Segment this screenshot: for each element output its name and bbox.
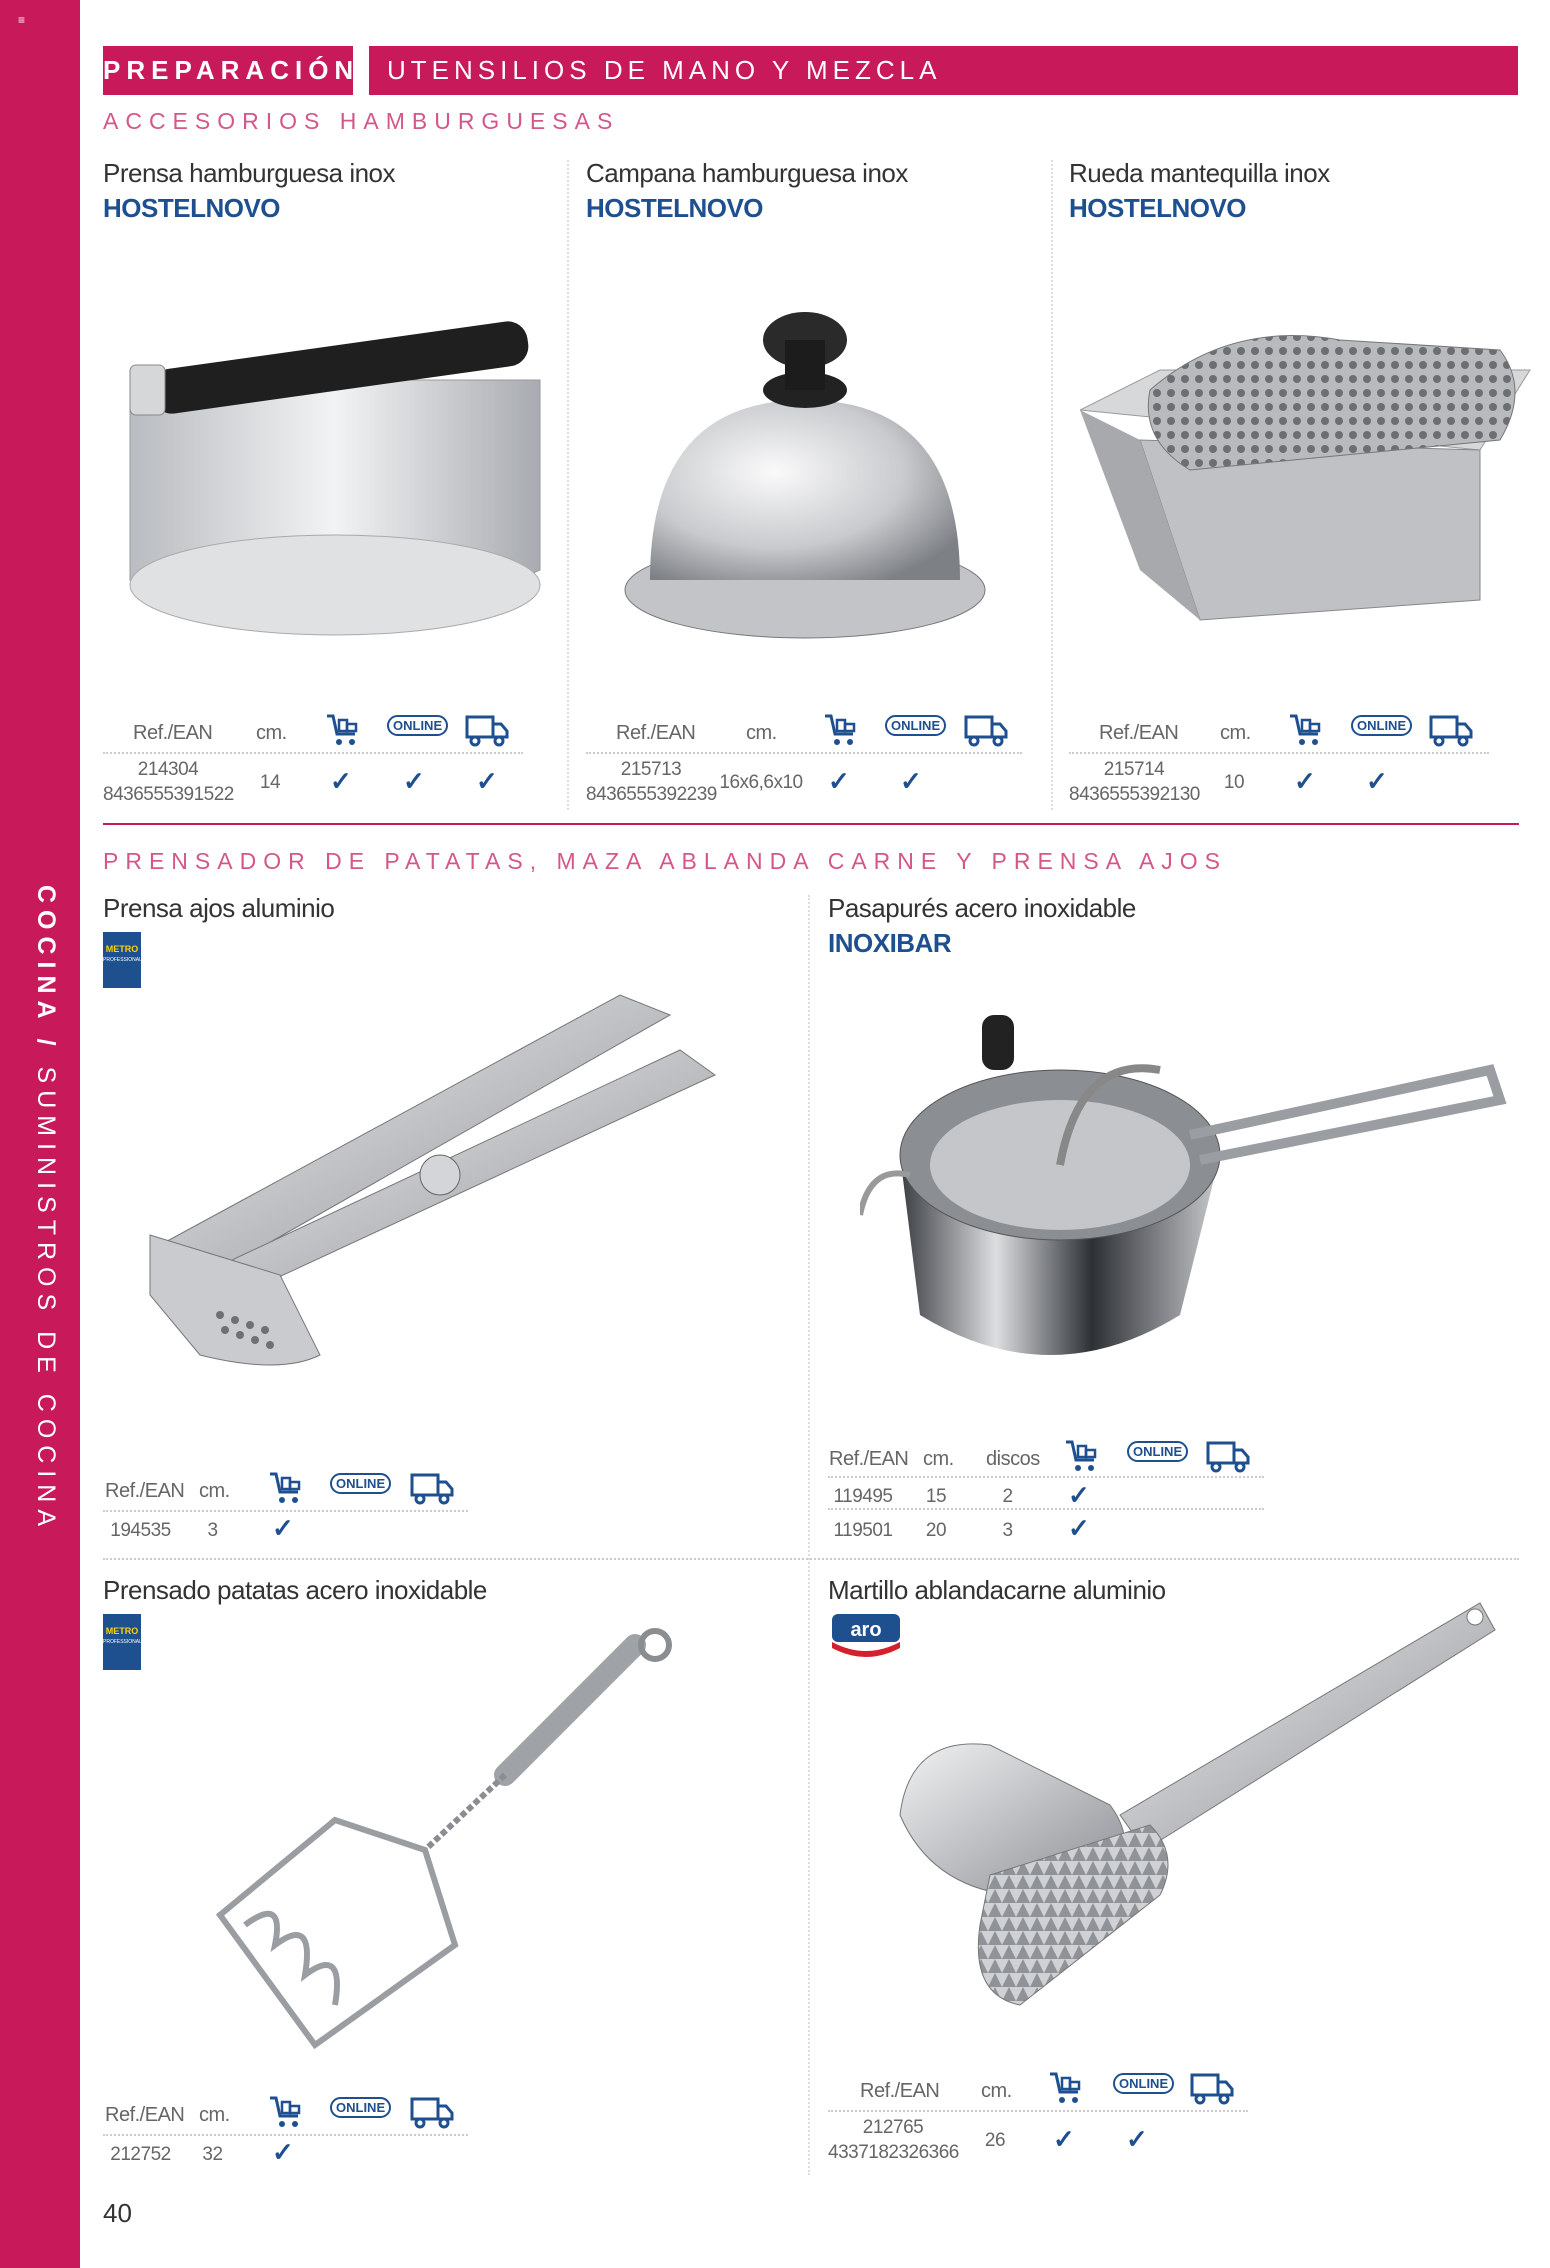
product-name: Martillo ablandacarne aluminio <box>828 1575 1166 1605</box>
cart-icon <box>1288 712 1324 748</box>
product-name: Rueda mantequilla inox <box>1069 158 1330 188</box>
col-header-cm: cm. <box>256 722 287 744</box>
table-divider <box>586 752 1022 754</box>
table-cell-cm: 3 <box>207 1520 218 1541</box>
col-header-discos: discos <box>986 1448 1040 1470</box>
product-name: Pasapurés acero inoxidable <box>828 893 1136 923</box>
online-icon: ONLINE <box>387 717 448 735</box>
check-icon: ✓ <box>1366 766 1388 796</box>
sidebar-vertical-label: COCINA / SUMINISTROS DE COCINA <box>32 885 60 1533</box>
cart-icon <box>268 2094 304 2130</box>
online-icon: ONLINE <box>330 1475 391 1493</box>
table-divider <box>828 2110 1248 2112</box>
col-header-ref: Ref./EAN <box>829 1448 909 1470</box>
svg-text:aro: aro <box>850 1619 882 1641</box>
online-icon: ONLINE <box>1127 1443 1188 1461</box>
table-divider <box>1069 752 1489 754</box>
product-image-potato-masher <box>215 1625 695 2065</box>
table-cell-ref: 119501 <box>833 1520 893 1541</box>
check-icon: ✓ <box>1053 2124 1075 2154</box>
product-image-garlic-press <box>140 975 730 1375</box>
cart-icon <box>823 712 859 748</box>
col-header-ref: Ref./EAN <box>133 722 213 744</box>
check-icon: ✓ <box>1294 766 1316 796</box>
table-cell-cm: 15 <box>925 1486 947 1507</box>
truck-icon <box>1429 712 1473 748</box>
column-divider <box>808 895 810 2175</box>
cart-icon <box>1064 1438 1100 1474</box>
table-cell-discos: 2 <box>1002 1486 1013 1507</box>
page-number: 40 <box>103 2198 132 2228</box>
product-image-burger-press <box>120 300 560 650</box>
table-cell-discos: 3 <box>1002 1520 1013 1541</box>
product-image-burger-dome <box>610 300 1000 660</box>
cart-icon <box>268 1470 304 1506</box>
truck-icon <box>410 1470 454 1506</box>
check-icon: ✓ <box>403 766 425 796</box>
section-title-burger: ACCESORIOS HAMBURGUESAS <box>103 108 620 134</box>
column-divider <box>567 160 569 810</box>
product-name: Prensa hamburguesa inox <box>103 158 396 188</box>
check-icon: ✓ <box>272 2137 294 2167</box>
product-name: Prensa ajos aluminio <box>103 893 335 923</box>
table-cell-ref: 119495 <box>833 1486 893 1507</box>
truck-icon <box>964 712 1008 748</box>
check-icon: ✓ <box>900 766 922 796</box>
table-cell-cm: 10 <box>1223 772 1245 793</box>
online-icon: ONLINE <box>1351 717 1412 735</box>
table-divider <box>828 1508 1264 1510</box>
check-icon: ✓ <box>1068 1513 1090 1543</box>
table-cell-cm: 20 <box>925 1520 947 1541</box>
metro-professional-logo: METRO PROFESSIONAL <box>103 932 141 988</box>
product-name: Prensado patatas acero inoxidable <box>103 1575 487 1605</box>
col-header-cm: cm. <box>923 1448 954 1470</box>
table-cell-cm: 26 <box>984 2130 1006 2151</box>
truck-icon <box>410 2094 454 2130</box>
table-cell-ref: 215714 8436555392130 <box>1069 759 1200 805</box>
check-icon: ✓ <box>1068 1480 1090 1510</box>
col-header-cm: cm. <box>199 1480 230 1502</box>
table-cell-ref: 215713 8436555392239 <box>586 759 717 805</box>
col-header-ref: Ref./EAN <box>105 2104 185 2126</box>
online-icon: ONLINE <box>1113 2075 1174 2093</box>
table-cell-ref: 214304 8436555391522 <box>103 759 234 805</box>
table-cell-cm: 14 <box>259 772 281 793</box>
table-cell-ref: 194535 <box>110 1520 171 1541</box>
col-header-ref: Ref./EAN <box>1099 722 1179 744</box>
truck-icon <box>1206 1438 1250 1474</box>
header-category: PREPARACIÓN <box>103 46 353 95</box>
col-header-cm: cm. <box>746 722 777 744</box>
menu-icon[interactable]: ≡ <box>18 13 26 27</box>
check-icon: ✓ <box>476 766 498 796</box>
table-divider <box>103 2134 468 2136</box>
product-name: Campana hamburguesa inox <box>586 158 908 188</box>
product-image-butter-wheel <box>1080 330 1540 630</box>
metro-professional-logo: METRO PROFESSIONAL <box>103 1614 141 1670</box>
truck-icon <box>465 712 509 748</box>
truck-icon <box>1190 2070 1234 2106</box>
header-subcategory: UTENSILIOS DE MANO Y MEZCLA <box>369 46 1518 95</box>
table-divider <box>103 752 523 754</box>
table-divider <box>828 1476 1264 1478</box>
col-header-ref: Ref./EAN <box>105 1480 185 1502</box>
section-divider <box>103 823 1519 825</box>
check-icon: ✓ <box>1126 2124 1148 2154</box>
col-header-ref: Ref./EAN <box>860 2080 940 2102</box>
online-icon: ONLINE <box>885 717 946 735</box>
col-header-ref: Ref./EAN <box>616 722 696 744</box>
column-divider <box>1051 160 1053 810</box>
cart-icon <box>1048 2070 1084 2106</box>
section-title-potato: PRENSADOR DE PATATAS, MAZA ABLANDA CARNE Y PRENSA AJOS <box>103 848 1228 874</box>
col-header-cm: cm. <box>199 2104 230 2126</box>
product-brand: HOSTELNOVO <box>103 193 281 223</box>
table-divider <box>103 1510 468 1512</box>
check-icon: ✓ <box>828 766 850 796</box>
sidebar <box>0 0 80 2268</box>
online-icon: ONLINE <box>330 2099 391 2117</box>
product-brand: INOXIBAR <box>828 928 952 958</box>
product-brand: HOSTELNOVO <box>586 193 764 223</box>
table-cell-ref: 212765 4337182326366 <box>828 2117 959 2163</box>
cart-icon <box>325 712 361 748</box>
product-image-food-mill <box>860 1015 1510 1395</box>
table-cell-cm: 16x6,6x10 <box>719 772 803 793</box>
product-brand: HOSTELNOVO <box>1069 193 1247 223</box>
row-divider <box>103 1558 1519 1560</box>
table-cell-ref: 212752 <box>110 2144 171 2165</box>
col-header-cm: cm. <box>1220 722 1251 744</box>
product-image-meat-tenderizer <box>890 1595 1510 2045</box>
check-icon: ✓ <box>330 766 352 796</box>
col-header-cm: cm. <box>981 2080 1012 2102</box>
check-icon: ✓ <box>272 1513 294 1543</box>
table-cell-cm: 32 <box>202 2144 223 2165</box>
